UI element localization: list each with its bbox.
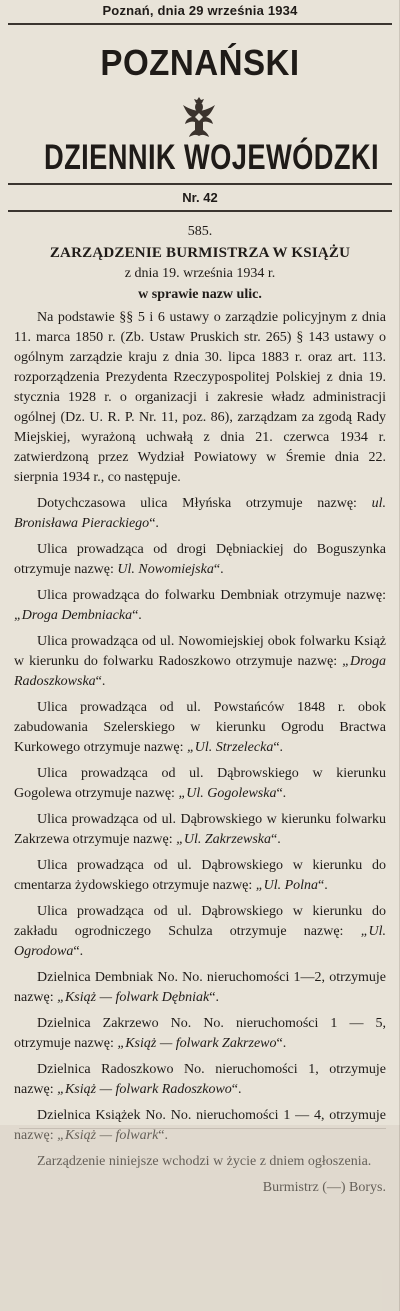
- closing-quote: “.: [213, 562, 224, 577]
- street-name-paragraph: [14, 810, 386, 850]
- district-name: „Książ — folwark: [57, 1128, 159, 1143]
- district-name: „Książ — folwark Dębniak: [57, 990, 210, 1005]
- closing-quote: “.: [158, 1128, 169, 1143]
- street-name-paragraph: [14, 632, 386, 692]
- street-name: ul. Bronisława Pierackiego: [14, 496, 386, 531]
- paper-fold-line: [19, 1128, 386, 1129]
- district-name-paragraph: [14, 1060, 386, 1100]
- street-name-paragraph: [14, 494, 386, 534]
- street-name: „Ul. Gogolewska: [178, 786, 277, 801]
- signature-line: Burmistrz (—) Borys.: [262, 1180, 386, 1195]
- document-title: ZARZĄDZENIE BURMISTRZA W KSIĄŻU: [49, 245, 351, 261]
- closing-quote: “.: [209, 990, 219, 1005]
- district-name: „Książ — folwark Zakrzewo: [117, 1036, 277, 1051]
- closing-quote: “.: [149, 516, 159, 531]
- paragraph-text: Dzielnica Zakrzewo No. No. nieruchomości 1 — 5, otrzymuje nazwę:: [14, 1016, 386, 1051]
- closing-quote: “.: [273, 740, 284, 755]
- paragraph-text: Ulica prowadząca od ul. Dąbrowskiego w kierunku do zakładu ogrodniczego Schulza otrzymuje nazwę:: [14, 904, 386, 939]
- paragraph-text: Ulica prowadząca od ul. Dąbrowskiego w kierunku Gogolewa otrzymuje nazwę:: [14, 766, 386, 801]
- masthead-subtitle: DZIENNIK WOJEWÓDZKI: [44, 138, 379, 177]
- header-top-rule: [8, 23, 392, 25]
- paragraph-text: Dotychczasowa ulica Młyńska otrzymuje nazwę:: [37, 496, 372, 511]
- street-name: „Ul. Zakrzewska: [176, 832, 271, 847]
- street-name: Ul. Nowomiejska: [117, 562, 214, 577]
- street-name-paragraph: [14, 856, 386, 896]
- paragraph-text: Ulica prowadząca od ul. Dąbrowskiego w kierunku folwarku Zakrzewa otrzymuje nazwę:: [14, 812, 386, 847]
- closing-quote: “.: [132, 608, 142, 623]
- street-name-paragraph: [14, 902, 386, 962]
- street-name-paragraph: [14, 586, 386, 626]
- closing-quote: “.: [231, 1082, 242, 1097]
- street-name: „Ul. Strzelecka: [187, 740, 274, 755]
- district-name-paragraph: [14, 1106, 386, 1146]
- eagle-emblem-icon: [178, 97, 220, 139]
- paragraph-text: Ulica prowadząca od ul. Powstańców 1848 r. obok zabudowania Szelerskiego w kierunku Ogrodu Bractwa Kurkowego otrzymuje nazwę:: [14, 700, 386, 755]
- closing-quote: “.: [276, 786, 287, 801]
- paragraph-text: Ulica prowadząca do folwarku Dembniak otrzymuje nazwę:: [37, 588, 386, 603]
- street-name: „Ul. Ogrodowa: [14, 924, 386, 959]
- paragraph-text: Ulica prowadząca od ul. Nowomiejskiej obok folwarku Książ w kierunku do folwarku Radoszkowo otrzymuje nazwę:: [14, 634, 386, 669]
- street-name: „Ul. Polna: [255, 878, 319, 893]
- paragraph-text: Dzielnica Dembniak No. No. nieruchomości 1—2, otrzymuje nazwę:: [14, 970, 386, 1005]
- paragraph-text: Dzielnica Radoszkowo No. nieruchomości 1, otrzymuje nazwę:: [14, 1062, 386, 1097]
- document-subject: w sprawie nazw ulic.: [138, 287, 262, 302]
- closing-paragraph: Zarządzenie niniejsze wchodzi w życie z dniem ogłoszenia.: [37, 1154, 372, 1169]
- district-name: „Książ — folwark Radoszkowo: [57, 1082, 232, 1097]
- masthead-bottom-rule: [8, 183, 392, 185]
- publication-date: Poznań, dnia 29 września 1934: [102, 3, 298, 18]
- issue-bottom-rule: [8, 210, 392, 212]
- document-date: z dnia 19. września 1934 r.: [124, 266, 276, 281]
- street-name-paragraph: [14, 698, 386, 758]
- closing-quote: “.: [271, 832, 281, 847]
- street-name-paragraph: [14, 540, 386, 580]
- paragraph-text: Dzielnica Książek No. No. nieruchomości 1 — 4, otrzymuje nazwę:: [14, 1108, 386, 1143]
- street-name: „Droga Radoszkowska: [14, 654, 386, 689]
- district-name-paragraph: [14, 968, 386, 1008]
- issue-number: Nr. 42: [182, 190, 218, 205]
- paragraph-text: Ulica prowadząca od ul. Dąbrowskiego w kierunku do cmentarza żydowskiego otrzymuje nazwę:: [14, 858, 386, 893]
- street-name: „Droga Dembniacka: [14, 608, 133, 623]
- paragraph-text: Ulica prowadząca od drogi Dębniackiej do Boguszynka otrzymuje nazwę:: [14, 542, 386, 577]
- closing-quote: “.: [73, 944, 84, 959]
- masthead-title: POZNAŃSKI: [100, 42, 300, 83]
- district-name-paragraph: [14, 1014, 386, 1054]
- document-content: [14, 223, 386, 1198]
- closing-quote: “.: [276, 1036, 287, 1051]
- closing-quote: “.: [318, 878, 328, 893]
- closing-quote: “.: [95, 674, 106, 689]
- street-name-paragraph: [14, 764, 386, 804]
- intro-paragraph: Na podstawie §§ 5 i 6 ustawy o zarządzie policyjnym z dnia 11. marca 1850 r. (Zb. Ustaw Pruskich str. 265) § 143 ustawy o ogólnym zarządzie kraju z dnia 30. lipca 1883 r. oraz art. 113. rozporządzenia Prezydenta Rzeczypospolitej Polskiej z dnia 19. stycznia 1928 r. o organizacji i zakresie władz administracji ogólnej (Dz. U. R. P. Nr. 11, poz. 86), zarządzam za zgodą Rady Miejskiej, wyrażoną uchwałą z dnia 21. czerwca 1934 r. zatwierdzoną przez Wydział Powiatowy w Śremie dnia 22. sierpnia 1934 r., co następuje.: [14, 310, 386, 485]
- entry-number: 585.: [187, 224, 213, 239]
